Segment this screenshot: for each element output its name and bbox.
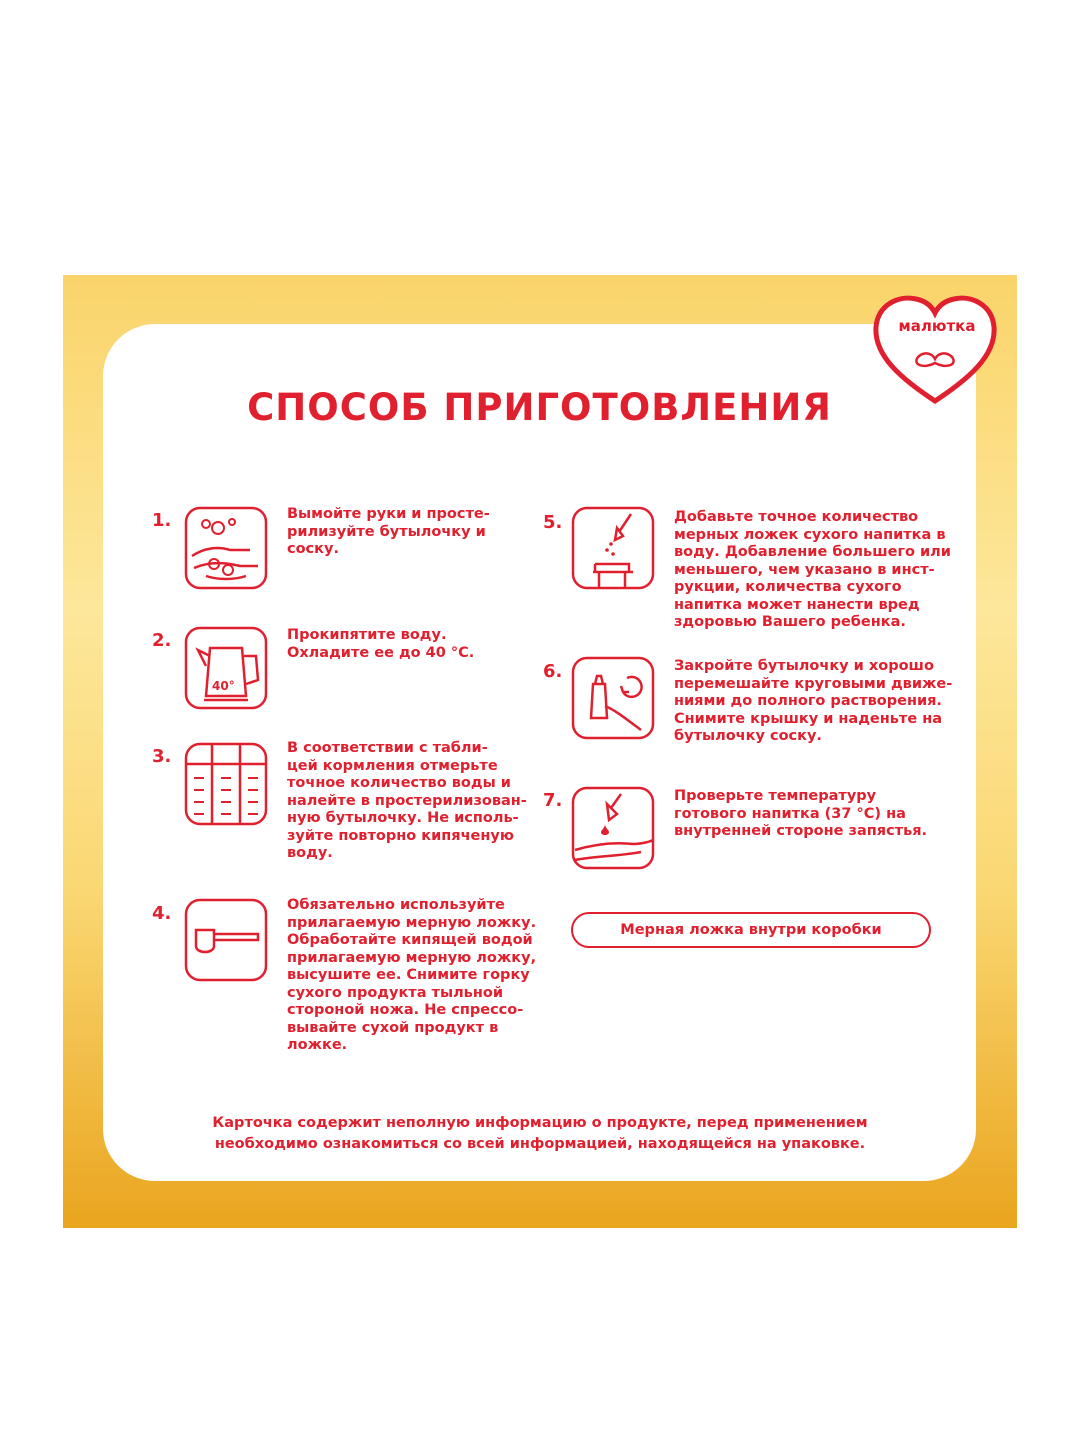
step-4-text: Обязательно используйте прилагаемую мерную ложку. Обработайте кипящей водой прилагаемую мерную ложку, высушите ее. Снимите горку сухого продукта тыльной стороной ножа. Не спрессо- вывайте сухой продукт в ложке. [287, 897, 537, 1053]
step-3-number: 3. [152, 746, 172, 767]
spoon-powder-bottle-icon [571, 506, 655, 590]
step-6-number: 6. [543, 661, 563, 682]
kettle-icon [184, 626, 268, 710]
measuring-table-icon [184, 742, 268, 826]
shake-bottle-icon [571, 656, 655, 740]
measuring-spoon-icon [184, 898, 268, 982]
wrist-temperature-icon [571, 786, 655, 870]
step-1-text: Вымойте руки и просте- рилизуйте бутылочку и соску. [287, 506, 490, 557]
step-1-number: 1. [152, 510, 172, 531]
spoon-inside-box-note: Мерная ложка внутри коробки [571, 912, 931, 948]
hand-washing-icon [184, 506, 268, 590]
step-5-text: Добавьте точное количество мерных ложек сухого напитка в воду. Добавление большего или меньшего, чем указано в инст- рукции, количества сухого напитка может нанести вред здоровью Вашего ребенка. [674, 509, 951, 630]
step-3-text: В соответствии с табли- цей кормления отмерьте точное количество воды и налейте в простерилизован- ную бутылочку. Не исполь- зуйте повторно кипяченую воду. [287, 740, 527, 861]
step-6-text: Закройте бутылочку и хорошо перемешайте круговыми движе- ниями до полного растворения. Снимите крышку и наденьте на бутылочку соску. [674, 658, 953, 744]
page-title: СПОСОБ ПРИГОТОВЛЕНИЯ [247, 386, 832, 429]
step-4-number: 4. [152, 903, 172, 924]
step-7-text: Проверьте температуру готового напитка (37 °С) на внутренней стороне запястья. [674, 788, 928, 839]
brand-logo-text: малютка [898, 317, 976, 335]
kettle-temperature-label: 40° [212, 679, 235, 693]
step-2-number: 2. [152, 630, 172, 651]
step-7-number: 7. [543, 790, 563, 811]
step-2-text: Прокипятите воду. Охладите ее до 40 °С. [287, 627, 475, 661]
disclaimer-footer: Карточка содержит неполную информацию о продукте, перед применением необходимо ознакомиться со всей информацией, находящейся на упаковке. [212, 1115, 868, 1152]
step-5-number: 5. [543, 512, 563, 533]
